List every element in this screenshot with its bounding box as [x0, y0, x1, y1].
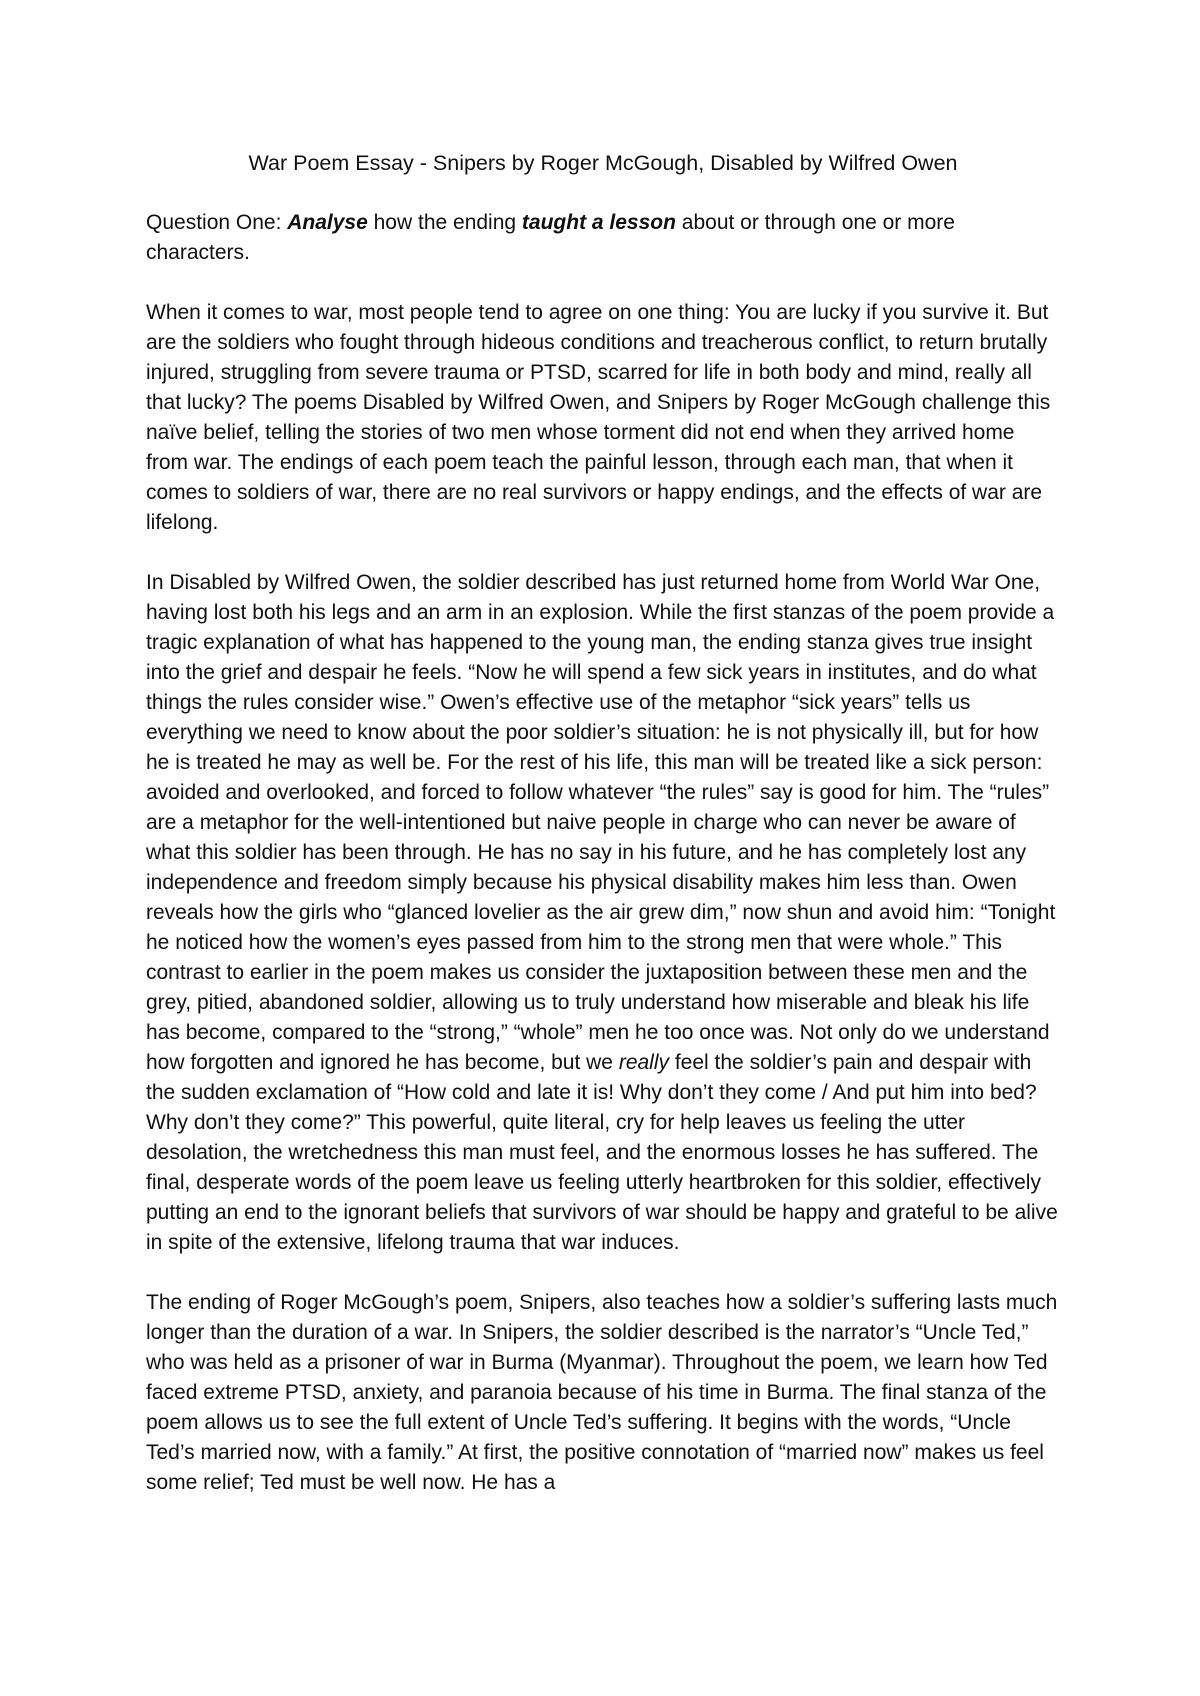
essay-title: War Poem Essay - Snipers by Roger McGough, Disabled by Wilfred Owen	[248, 151, 958, 175]
question-prefix: Question One:	[146, 211, 288, 234]
paragraph-disabled-text-end: feel the soldier’s pain and despair with the sudden exclamation of “How cold and late it is! Why don’t they come / And put him into bed? Why don’t they come?” This powerful, quite literal, cry for help leaves us feeling the utter desolation, the wretchedness this man must feel, and the enormous losses he has suffered. The final, desperate words of the poem leave us feeling utterly heartbroken for this soldier, effectively putting an end to the ignorant beliefs that survivors of war should be happy and grateful to be alive in spite of the extensive, lifelong trauma that war induces.	[146, 1051, 1058, 1254]
paragraph-introduction: When it comes to war, most people tend to agree on one thing: You are lucky if you survive it. But are the soldiers who fought through hideous conditions and treacherous conflict, to return brutally injured, struggling from severe trauma or PTSD, scarred for life in both body and mind, really all that lucky? The poems Disabled by Wilfred Owen, and Snipers by Roger McGough challenge this naïve belief, telling the stories of two men whose torment did not end when they arrived home from war. The endings of each poem teach the painful lesson, through each man, that when it comes to soldiers of war, there are no real survivors or happy endings, and the effects of war are lifelong.	[146, 301, 1051, 534]
paragraph-disabled-text-start: In Disabled by Wilfred Owen, the soldier described has just returned home from World War One, having lost both his legs and an arm in an explosion. While the first stanzas of the poem provide a tragic explanation of what has happened to the young man, the ending stanza gives true insight into the grief and despair he feels. “Now he will spend a few sick years in institutes, and do what things the rules consider wise.” Owen’s effective use of the metaphor “sick years” tells us everything we need to know about the poor soldier’s situation: he is not physically ill, but for how he is treated he may as well be. For the rest of his life, this man will be treated like a sick person: avoided and overlooked, and forced to follow whatever “the rules” say is good for him. The “rules” are a metaphor for the well-intentioned but naive people in charge who can never be aware of what this soldier has been through. He has no say in his future, and he has completely lost any independence and freedom simply because his physical disability makes him less than. Owen reveals how the girls who “glanced lovelier as the air grew dim,” now shun and avoid him: “Tonight he noticed how the women’s eyes passed from him to the strong men that were whole.” This contrast to earlier in the poem makes us consider the juxtaposition between these men and the grey, pitied, abandoned soldier, allowing us to truly understand how miserable and bleak his life has become, compared to the “strong,” “whole” men he too once was. Not only do we understand how forgotten and ignored he has become, but we	[146, 571, 1056, 1074]
question-suffix: about or through one or more characters.	[146, 211, 955, 264]
paragraph-snipers: The ending of Roger McGough’s poem, Snipers, also teaches how a soldier’s suffering lasts much longer than the duration of a war. In Snipers, the soldier described is the narrator’s “Uncle Ted,” who was held as a prisoner of war in Burma (Myanmar). Throughout the poem, we learn how Ted faced extreme PTSD, anxiety, and paranoia because of his time in Burma. The final stanza of the poem allows us to see the full extent of Uncle Ted’s suffering. It begins with the words, “Uncle Ted’s married now, with a family.” At first, the positive connotation of “married now” makes us feel some relief; Ted must be well now. He has a	[146, 1291, 1058, 1494]
question-middle: how the ending	[367, 211, 522, 234]
paragraph-disabled	[146, 568, 1060, 1258]
paragraph-disabled-emphasis: really	[618, 1051, 670, 1074]
question-prompt	[146, 208, 1060, 268]
question-emphasis-analyse: Analyse	[287, 211, 368, 234]
question-emphasis-lesson: taught a lesson	[521, 211, 676, 234]
essay-page	[146, 0, 1060, 1528]
